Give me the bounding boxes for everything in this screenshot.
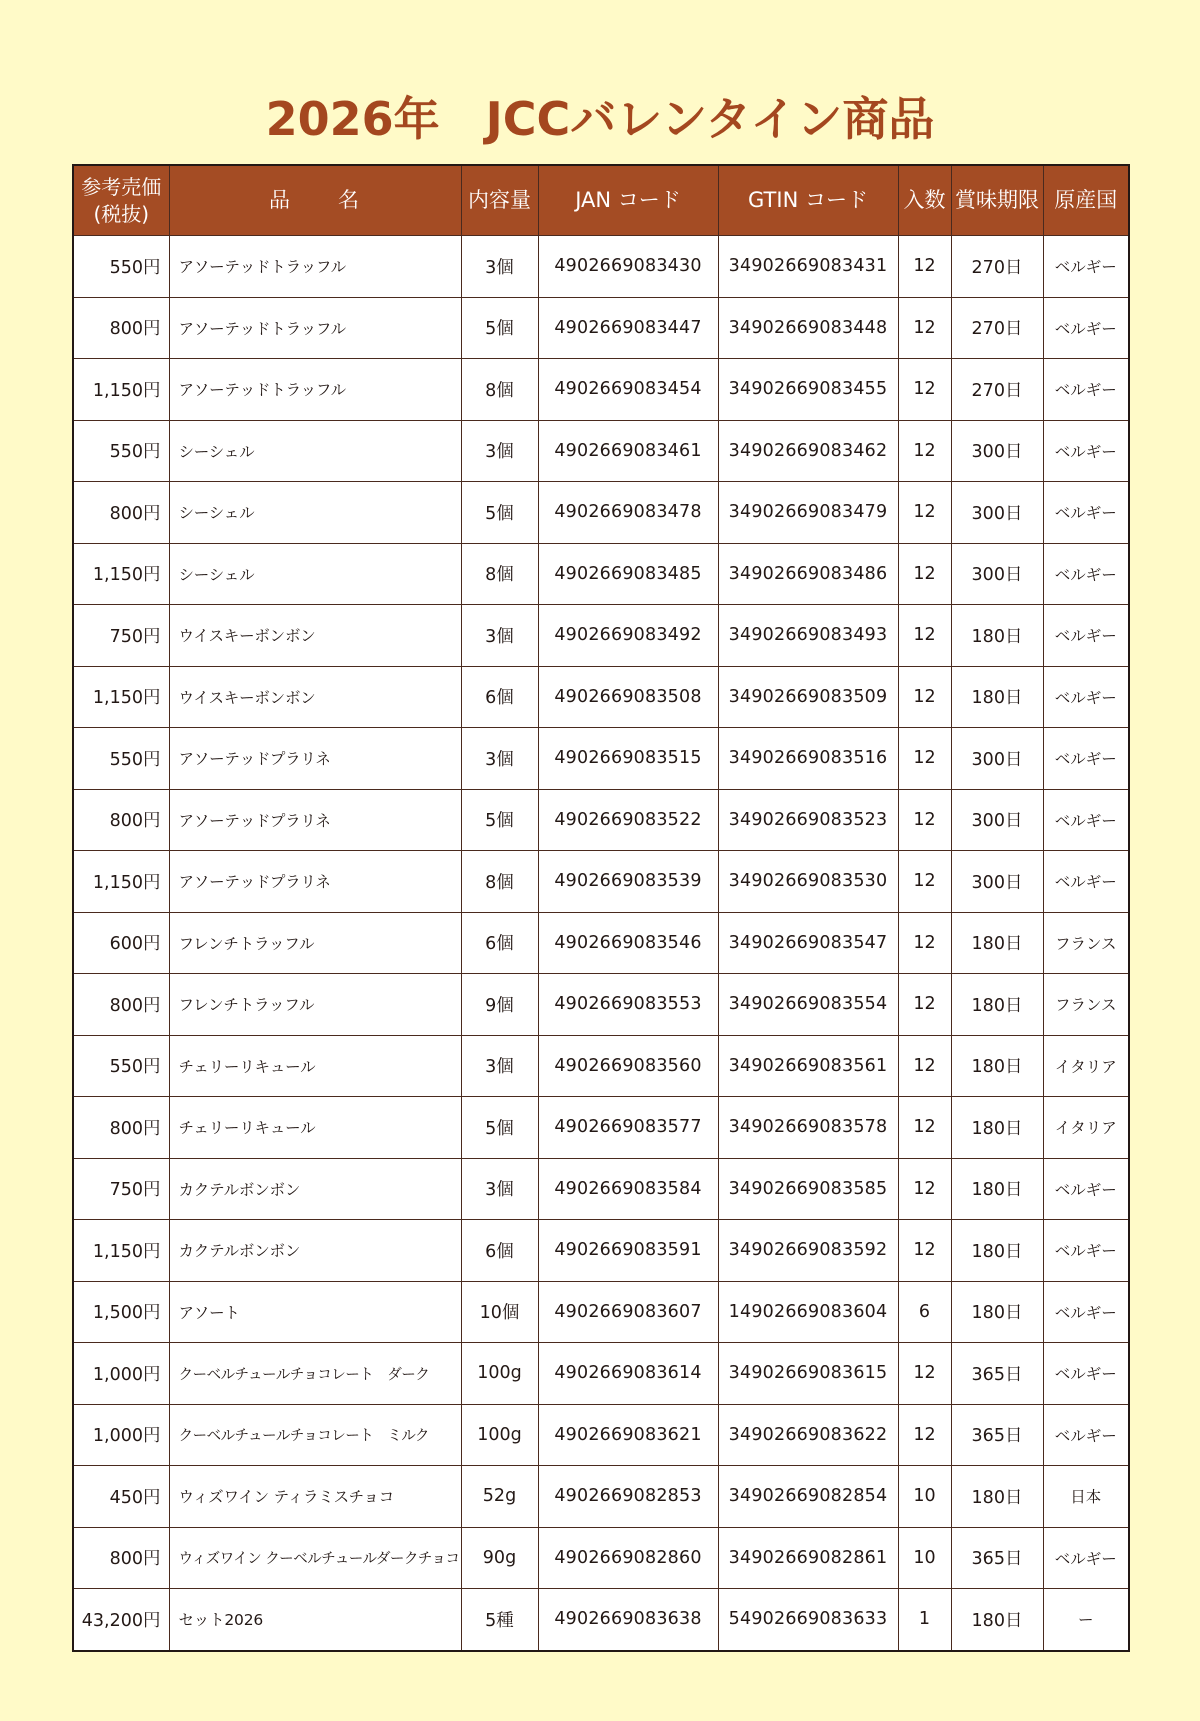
content-cell: 9個 xyxy=(461,974,538,1036)
content-cell: 10個 xyxy=(461,1281,538,1343)
price-cell: 1,000円 xyxy=(73,1404,169,1466)
price-cell: 43,200円 xyxy=(73,1589,169,1651)
quantity-cell: 12 xyxy=(898,1220,951,1282)
origin-cell: ベルギー xyxy=(1043,1158,1129,1220)
product-name-cell: ウイスキーボンボン xyxy=(169,666,461,728)
gtin-code-cell: 34902669083578 xyxy=(718,1097,898,1159)
product-name-cell: シーシェル xyxy=(169,543,461,605)
price-cell: 750円 xyxy=(73,605,169,667)
jan-code-cell: 4902669083492 xyxy=(538,605,718,667)
table-row xyxy=(73,1527,1129,1589)
quantity-cell: 12 xyxy=(898,728,951,790)
gtin-code-cell: 34902669083615 xyxy=(718,1343,898,1405)
jan-code-cell: 4902669083638 xyxy=(538,1589,718,1651)
origin-cell: フランス xyxy=(1043,912,1129,974)
expiry-cell: 300日 xyxy=(951,420,1043,482)
quantity-cell: 12 xyxy=(898,605,951,667)
quantity-cell: 12 xyxy=(898,1097,951,1159)
table-row xyxy=(73,1466,1129,1528)
jan-code-cell: 4902669083461 xyxy=(538,420,718,482)
content-cell: 100g xyxy=(461,1404,538,1466)
quantity-cell: 12 xyxy=(898,420,951,482)
price-cell: 800円 xyxy=(73,297,169,359)
table-row xyxy=(73,789,1129,851)
origin-cell: ベルギー xyxy=(1043,1527,1129,1589)
jan-code-cell: 4902669083621 xyxy=(538,1404,718,1466)
jan-code-cell: 4902669083515 xyxy=(538,728,718,790)
header-name: 品 名 xyxy=(169,165,461,236)
header-expiry: 賞味期限 xyxy=(951,165,1043,236)
gtin-code-cell: 34902669083592 xyxy=(718,1220,898,1282)
header-gtin: GTIN コード xyxy=(718,165,898,236)
table-row xyxy=(73,851,1129,913)
origin-cell: ベルギー xyxy=(1043,359,1129,421)
gtin-code-cell: 34902669083585 xyxy=(718,1158,898,1220)
header-qty: 入数 xyxy=(898,165,951,236)
jan-code-cell: 4902669082860 xyxy=(538,1527,718,1589)
product-name-cell: アソーテッドプラリネ xyxy=(169,851,461,913)
quantity-cell: 12 xyxy=(898,666,951,728)
expiry-cell: 270日 xyxy=(951,297,1043,359)
price-cell: 550円 xyxy=(73,728,169,790)
product-name-cell: フレンチトラッフル xyxy=(169,912,461,974)
table-row xyxy=(73,974,1129,1036)
table-row xyxy=(73,1589,1129,1651)
table-row xyxy=(73,1158,1129,1220)
gtin-code-cell: 34902669083486 xyxy=(718,543,898,605)
header-price-line2: (税抜) xyxy=(93,201,150,226)
table-row xyxy=(73,482,1129,544)
jan-code-cell: 4902669083454 xyxy=(538,359,718,421)
header-row xyxy=(73,165,1129,236)
price-cell: 1,150円 xyxy=(73,851,169,913)
gtin-code-cell: 34902669083462 xyxy=(718,420,898,482)
product-name-cell: アソーテッドプラリネ xyxy=(169,728,461,790)
gtin-code-cell: 34902669083547 xyxy=(718,912,898,974)
table-row xyxy=(73,666,1129,728)
jan-code-cell: 4902669083430 xyxy=(538,236,718,298)
table-row xyxy=(73,605,1129,667)
table-row xyxy=(73,1404,1129,1466)
price-cell: 450円 xyxy=(73,1466,169,1528)
origin-cell: ベルギー xyxy=(1043,605,1129,667)
origin-cell: ベルギー xyxy=(1043,1343,1129,1405)
table-row xyxy=(73,236,1129,298)
origin-cell: イタリア xyxy=(1043,1035,1129,1097)
quantity-cell: 6 xyxy=(898,1281,951,1343)
product-name-cell: アソーテッドトラッフル xyxy=(169,359,461,421)
product-name-cell: カクテルボンボン xyxy=(169,1220,461,1282)
product-name-cell: セット2026 xyxy=(169,1589,461,1651)
table-row xyxy=(73,297,1129,359)
origin-cell: ベルギー xyxy=(1043,297,1129,359)
expiry-cell: 180日 xyxy=(951,1220,1043,1282)
origin-cell: ー xyxy=(1043,1589,1129,1651)
product-name-cell: ウィズワイン クーベルチュールダークチョコ xyxy=(169,1527,461,1589)
jan-code-cell: 4902669083539 xyxy=(538,851,718,913)
gtin-code-cell: 34902669083554 xyxy=(718,974,898,1036)
quantity-cell: 12 xyxy=(898,912,951,974)
expiry-cell: 180日 xyxy=(951,1466,1043,1528)
content-cell: 52g xyxy=(461,1466,538,1528)
jan-code-cell: 4902669083584 xyxy=(538,1158,718,1220)
content-cell: 8個 xyxy=(461,543,538,605)
expiry-cell: 365日 xyxy=(951,1343,1043,1405)
origin-cell: ベルギー xyxy=(1043,666,1129,728)
table-row xyxy=(73,1035,1129,1097)
product-name-cell: カクテルボンボン xyxy=(169,1158,461,1220)
header-price xyxy=(73,165,169,236)
product-name-cell: チェリーリキュール xyxy=(169,1035,461,1097)
content-cell: 6個 xyxy=(461,912,538,974)
price-cell: 1,500円 xyxy=(73,1281,169,1343)
origin-cell: ベルギー xyxy=(1043,1404,1129,1466)
expiry-cell: 365日 xyxy=(951,1527,1043,1589)
expiry-cell: 180日 xyxy=(951,666,1043,728)
expiry-cell: 300日 xyxy=(951,789,1043,851)
jan-code-cell: 4902669083577 xyxy=(538,1097,718,1159)
product-name-cell: フレンチトラッフル xyxy=(169,974,461,1036)
content-cell: 6個 xyxy=(461,666,538,728)
origin-cell: ベルギー xyxy=(1043,420,1129,482)
expiry-cell: 300日 xyxy=(951,851,1043,913)
gtin-code-cell: 34902669083431 xyxy=(718,236,898,298)
origin-cell: ベルギー xyxy=(1043,789,1129,851)
origin-cell: ベルギー xyxy=(1043,851,1129,913)
jan-code-cell: 4902669083485 xyxy=(538,543,718,605)
expiry-cell: 365日 xyxy=(951,1404,1043,1466)
origin-cell: フランス xyxy=(1043,974,1129,1036)
gtin-code-cell: 34902669083561 xyxy=(718,1035,898,1097)
expiry-cell: 270日 xyxy=(951,236,1043,298)
price-cell: 1,150円 xyxy=(73,1220,169,1282)
jan-code-cell: 4902669083522 xyxy=(538,789,718,851)
product-name-cell: シーシェル xyxy=(169,482,461,544)
table-row xyxy=(73,1281,1129,1343)
table-body xyxy=(73,236,1129,1651)
quantity-cell: 10 xyxy=(898,1466,951,1528)
jan-code-cell: 4902669082853 xyxy=(538,1466,718,1528)
content-cell: 3個 xyxy=(461,605,538,667)
quantity-cell: 12 xyxy=(898,974,951,1036)
content-cell: 5個 xyxy=(461,482,538,544)
expiry-cell: 180日 xyxy=(951,1035,1043,1097)
table-row xyxy=(73,728,1129,790)
origin-cell: イタリア xyxy=(1043,1097,1129,1159)
content-cell: 5個 xyxy=(461,789,538,851)
product-name-cell: ウイスキーボンボン xyxy=(169,605,461,667)
gtin-code-cell: 34902669083448 xyxy=(718,297,898,359)
table-row xyxy=(73,1343,1129,1405)
table-row xyxy=(73,1097,1129,1159)
expiry-cell: 180日 xyxy=(951,1158,1043,1220)
origin-cell: ベルギー xyxy=(1043,482,1129,544)
expiry-cell: 180日 xyxy=(951,1097,1043,1159)
origin-cell: ベルギー xyxy=(1043,1281,1129,1343)
expiry-cell: 180日 xyxy=(951,1589,1043,1651)
header-price-line1: 参考売価 xyxy=(81,174,162,199)
price-cell: 550円 xyxy=(73,420,169,482)
content-cell: 100g xyxy=(461,1343,538,1405)
price-cell: 550円 xyxy=(73,1035,169,1097)
jan-code-cell: 4902669083478 xyxy=(538,482,718,544)
quantity-cell: 12 xyxy=(898,482,951,544)
quantity-cell: 12 xyxy=(898,1404,951,1466)
quantity-cell: 12 xyxy=(898,1035,951,1097)
quantity-cell: 12 xyxy=(898,297,951,359)
product-name-cell: アソーテッドトラッフル xyxy=(169,297,461,359)
header-origin: 原産国 xyxy=(1043,165,1129,236)
content-cell: 3個 xyxy=(461,420,538,482)
header-content: 内容量 xyxy=(461,165,538,236)
gtin-code-cell: 14902669083604 xyxy=(718,1281,898,1343)
gtin-code-cell: 34902669083622 xyxy=(718,1404,898,1466)
table-header xyxy=(73,165,1129,236)
gtin-code-cell: 34902669083493 xyxy=(718,605,898,667)
product-name-cell: シーシェル xyxy=(169,420,461,482)
product-name-cell: クーベルチュールチョコレート ダーク xyxy=(169,1343,461,1405)
origin-cell: ベルギー xyxy=(1043,1220,1129,1282)
content-cell: 3個 xyxy=(461,236,538,298)
content-cell: 5種 xyxy=(461,1589,538,1651)
page-title: 2026年 JCCバレンタイン商品 xyxy=(265,92,935,146)
product-name-cell: チェリーリキュール xyxy=(169,1097,461,1159)
price-cell: 1,150円 xyxy=(73,666,169,728)
product-name-cell: アソーテッドトラッフル xyxy=(169,236,461,298)
quantity-cell: 12 xyxy=(898,1158,951,1220)
product-name-cell: アソート xyxy=(169,1281,461,1343)
product-name-cell: ウィズワイン ティラミスチョコ xyxy=(169,1466,461,1528)
quantity-cell: 12 xyxy=(898,851,951,913)
product-table xyxy=(72,164,1130,1652)
gtin-code-cell: 34902669083530 xyxy=(718,851,898,913)
content-cell: 8個 xyxy=(461,359,538,421)
header-jan: JAN コード xyxy=(538,165,718,236)
expiry-cell: 180日 xyxy=(951,1281,1043,1343)
price-cell: 800円 xyxy=(73,789,169,851)
quantity-cell: 1 xyxy=(898,1589,951,1651)
table-row xyxy=(73,912,1129,974)
content-cell: 3個 xyxy=(461,1035,538,1097)
content-cell: 90g xyxy=(461,1527,538,1589)
jan-code-cell: 4902669083508 xyxy=(538,666,718,728)
table-row xyxy=(73,420,1129,482)
content-cell: 5個 xyxy=(461,297,538,359)
quantity-cell: 12 xyxy=(898,1343,951,1405)
jan-code-cell: 4902669083614 xyxy=(538,1343,718,1405)
origin-cell: ベルギー xyxy=(1043,236,1129,298)
gtin-code-cell: 34902669082854 xyxy=(718,1466,898,1528)
price-cell: 550円 xyxy=(73,236,169,298)
gtin-code-cell: 34902669082861 xyxy=(718,1527,898,1589)
price-cell: 800円 xyxy=(73,974,169,1036)
origin-cell: ベルギー xyxy=(1043,543,1129,605)
gtin-code-cell: 54902669083633 xyxy=(718,1589,898,1651)
quantity-cell: 12 xyxy=(898,789,951,851)
jan-code-cell: 4902669083591 xyxy=(538,1220,718,1282)
jan-code-cell: 4902669083553 xyxy=(538,974,718,1036)
price-cell: 1,150円 xyxy=(73,359,169,421)
gtin-code-cell: 34902669083509 xyxy=(718,666,898,728)
quantity-cell: 12 xyxy=(898,359,951,421)
price-cell: 750円 xyxy=(73,1158,169,1220)
jan-code-cell: 4902669083607 xyxy=(538,1281,718,1343)
quantity-cell: 12 xyxy=(898,543,951,605)
quantity-cell: 12 xyxy=(898,236,951,298)
table-row xyxy=(73,543,1129,605)
table-row xyxy=(73,359,1129,421)
price-cell: 800円 xyxy=(73,482,169,544)
gtin-code-cell: 34902669083479 xyxy=(718,482,898,544)
origin-cell: 日本 xyxy=(1043,1466,1129,1528)
expiry-cell: 300日 xyxy=(951,728,1043,790)
expiry-cell: 180日 xyxy=(951,912,1043,974)
content-cell: 3個 xyxy=(461,728,538,790)
price-cell: 600円 xyxy=(73,912,169,974)
gtin-code-cell: 34902669083523 xyxy=(718,789,898,851)
content-cell: 3個 xyxy=(461,1158,538,1220)
table-row xyxy=(73,1220,1129,1282)
expiry-cell: 270日 xyxy=(951,359,1043,421)
jan-code-cell: 4902669083447 xyxy=(538,297,718,359)
price-cell: 1,150円 xyxy=(73,543,169,605)
expiry-cell: 300日 xyxy=(951,543,1043,605)
price-cell: 800円 xyxy=(73,1527,169,1589)
product-name-cell: クーベルチュールチョコレート ミルク xyxy=(169,1404,461,1466)
jan-code-cell: 4902669083546 xyxy=(538,912,718,974)
content-cell: 5個 xyxy=(461,1097,538,1159)
product-name-cell: アソーテッドプラリネ xyxy=(169,789,461,851)
content-cell: 6個 xyxy=(461,1220,538,1282)
quantity-cell: 10 xyxy=(898,1527,951,1589)
gtin-code-cell: 34902669083455 xyxy=(718,359,898,421)
expiry-cell: 180日 xyxy=(951,974,1043,1036)
jan-code-cell: 4902669083560 xyxy=(538,1035,718,1097)
content-cell: 8個 xyxy=(461,851,538,913)
gtin-code-cell: 34902669083516 xyxy=(718,728,898,790)
expiry-cell: 180日 xyxy=(951,605,1043,667)
price-cell: 1,000円 xyxy=(73,1343,169,1405)
origin-cell: ベルギー xyxy=(1043,728,1129,790)
expiry-cell: 300日 xyxy=(951,482,1043,544)
price-cell: 800円 xyxy=(73,1097,169,1159)
